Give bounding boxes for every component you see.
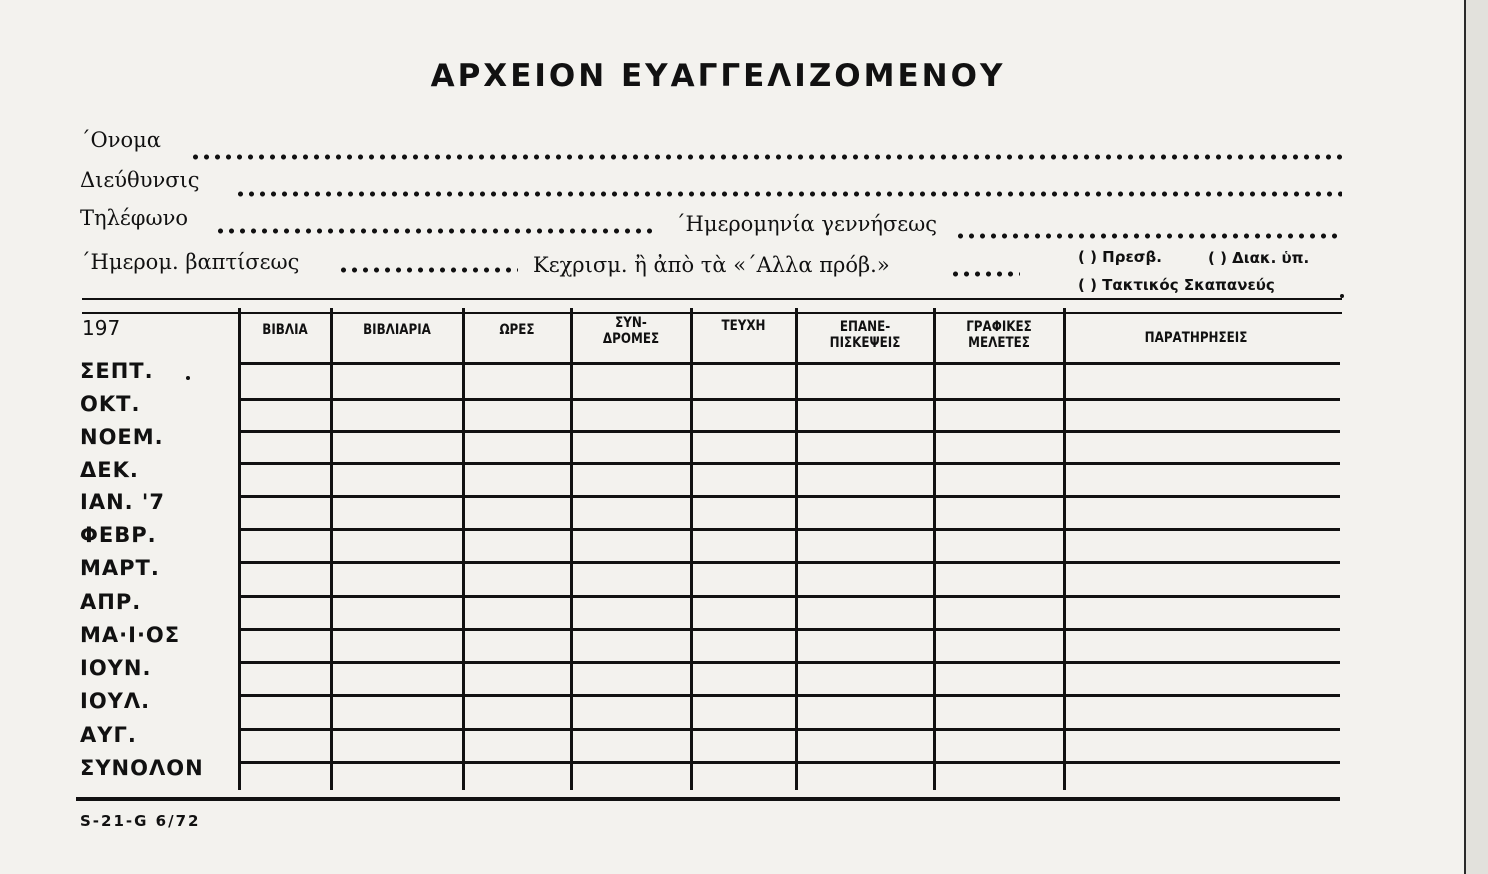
column-divider [690, 308, 693, 790]
month-label: ΙΟΥΛ. [80, 689, 151, 713]
row-separator [240, 398, 1340, 401]
month-label: ΝΟΕΜ. [80, 425, 164, 449]
row-separator [240, 628, 1340, 631]
row-separator [240, 462, 1340, 465]
row-separator [240, 728, 1340, 731]
month-label: ΑΠΡ. [80, 590, 142, 614]
birth-date-label: ΄Ημερομηνία γεννήσεως [675, 212, 938, 236]
page-edge [1466, 0, 1488, 874]
col-books: ΒΙΒΛΙΑ [262, 322, 308, 338]
anointed-field[interactable] [950, 270, 1020, 278]
page-edge-line [1464, 0, 1466, 874]
row-separator [240, 495, 1340, 498]
row-separator [240, 694, 1340, 697]
column-divider [933, 308, 936, 790]
month-label: ΙΑΝ. '7 [80, 490, 165, 514]
col-hours: ΩΡΕΣ [499, 322, 535, 338]
month-label: ΙΟΥΝ. [80, 656, 152, 680]
phone-field[interactable] [215, 227, 655, 235]
elder-checkbox[interactable]: ( ) Πρεσβ. [1078, 248, 1162, 266]
table-bottom-border [76, 797, 1340, 801]
row-separator [240, 661, 1340, 664]
phone-label: Τηλέφωνο [80, 206, 189, 230]
column-divider [1063, 308, 1066, 790]
address-label: Διεύθυνσις [80, 168, 200, 192]
baptism-date-field[interactable] [338, 266, 518, 274]
month-label: ΜΑΡΤ. [80, 556, 160, 580]
col-booklets: ΒΙΒΛΙΑΡΙΑ [363, 322, 431, 338]
month-label: ΑΥΓ. [80, 723, 137, 747]
col-subscriptions: ΣΥΝ- ΔΡΟΜΕΣ [602, 315, 660, 347]
month-label: ΣΥΝΟΛΟΝ [80, 756, 204, 780]
column-divider [795, 308, 798, 790]
col-bible-studies: ΓΡΑΦΙΚΕΣ ΜΕΛΕΤΕΣ [966, 319, 1032, 351]
month-label: ΔΕΚ. [80, 458, 139, 482]
form-code: S-21-G 6/72 [80, 812, 201, 830]
row-separator [240, 561, 1340, 564]
table-top-border [82, 298, 1342, 300]
col-return-visits: ΕΠΑΝΕ- ΠΙΣΚΕΨΕΙΣ [829, 319, 901, 351]
month-label: ΣΕΠΤ. [80, 359, 154, 383]
row-separator [240, 362, 1340, 365]
ministerial-servant-checkbox[interactable]: ( ) Διακ. ὑπ. [1208, 249, 1310, 267]
column-divider [462, 308, 465, 790]
row-separator [240, 595, 1340, 598]
year-label: 197 [82, 316, 121, 340]
column-divider [238, 308, 241, 790]
address-field[interactable] [235, 190, 1342, 198]
col-remarks: ΠΑΡΑΤΗΡΗΣΕΙΣ [1144, 330, 1248, 346]
name-label: ΄Ονομα [80, 128, 161, 152]
column-divider [330, 308, 333, 790]
anointed-label: Κεχρισμ. ἢ ἀπὸ τὰ «΄Αλλα πρόβ.» [533, 253, 890, 277]
month-label: ΦΕΒΡ. [80, 523, 157, 547]
form-title: ΑΡΧΕΙΟΝ ΕΥΑΓΓΕΛΙΖΟΜΕΝΟΥ [430, 58, 1006, 94]
column-divider [570, 308, 573, 790]
table-top-border-inner [82, 312, 1342, 314]
stray-mark [186, 376, 190, 380]
col-magazines: ΤΕΥΧΗ [721, 318, 766, 334]
stray-mark [1340, 294, 1344, 298]
regular-pioneer-checkbox[interactable]: ( ) Τακτικός Σκαπανεύς [1078, 276, 1275, 294]
row-separator [240, 430, 1340, 433]
month-label: ΜΑ·Ι·ΟΣ [80, 623, 181, 647]
row-separator [240, 761, 1340, 764]
baptism-date-label: ΄Ημερομ. βαπτίσεως [80, 250, 300, 274]
month-label: ΟΚΤ. [80, 392, 141, 416]
birth-date-field[interactable] [955, 232, 1340, 240]
name-field[interactable] [190, 153, 1342, 161]
row-separator [240, 528, 1340, 531]
